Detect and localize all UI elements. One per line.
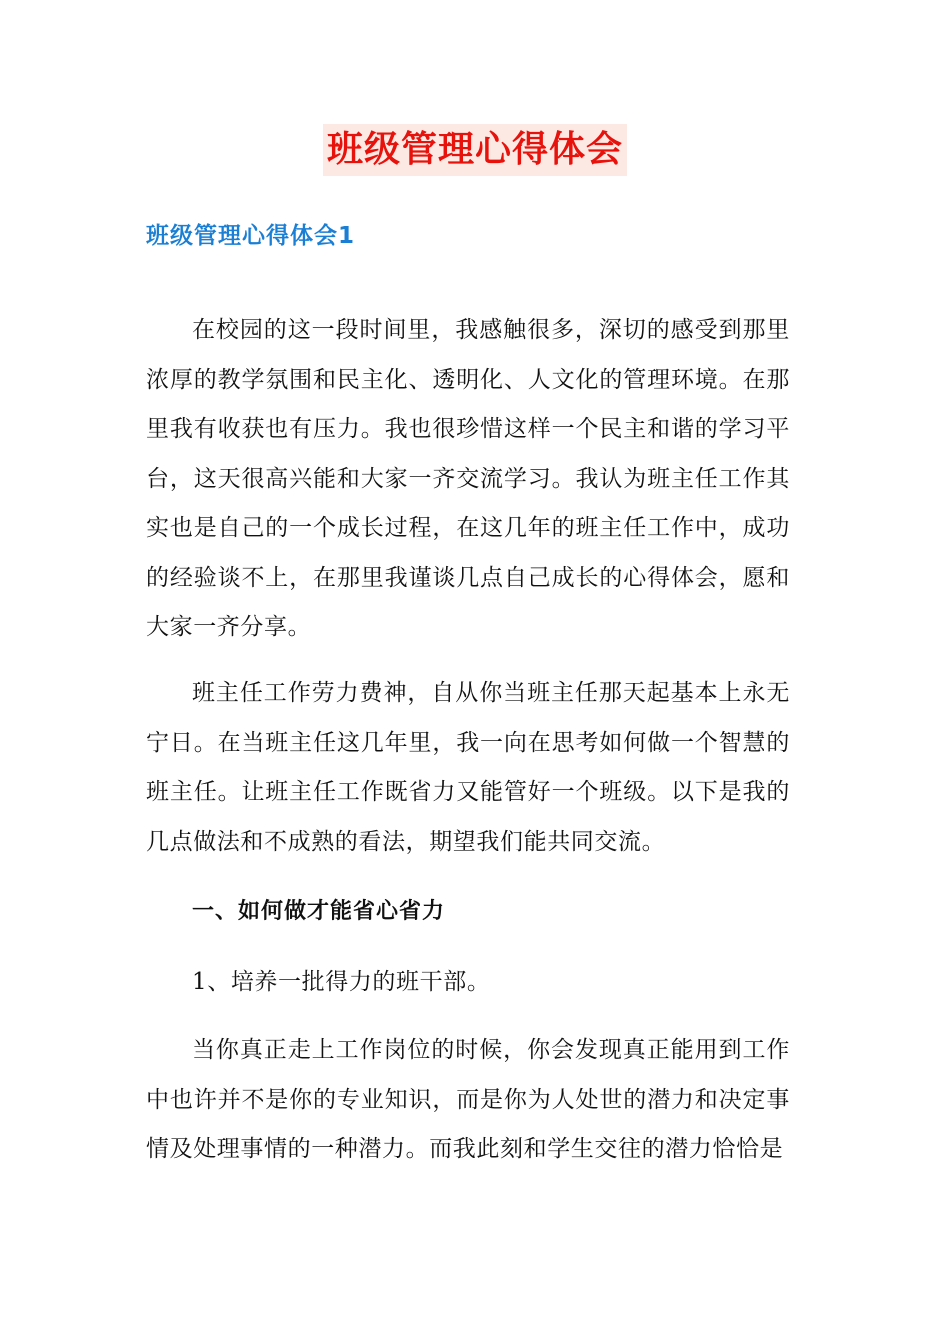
document-title: 班级管理心得体会	[323, 124, 627, 176]
list-item-1: 1、培养一批得力的班干部。	[192, 969, 491, 995]
subheading: 一、如何做才能省心省力	[192, 899, 446, 924]
paragraph-3: 当你真正走上工作岗位的时候，你会发现真正能用到工作中也许并不是你的专业知识，而是你为人处世的潜力和决定事情及处理事情的一种潜力。而我此刻和学生交往的潜力恰恰是	[146, 1037, 790, 1162]
paragraph-2: 班主任工作劳力费神，自从你当班主任那天起基本上永无宁日。在当班主任这几年里，我一向在思考如何做一个智慧的班主任。让班主任工作既省力又能管好一个班级。以下是我的几点做法和不成熟的看法，期望我们能共同交流。	[146, 680, 790, 855]
paragraph-1: 在校园的这一段时间里，我感触很多，深切的感受到那里浓厚的教学氛围和民主化、透明化、人文化的管理环境。在那里我有收获也有压力。我也很珍惜这样一个民主和谐的学习平台，这天很高兴能和大家一齐交流学习。我认为班主任工作其实也是自己的一个成长过程，在这几年的班主任工作中，成功的经验谈不上，在那里我谨谈几点自己成长的心得体会，愿和大家一齐分享。	[146, 317, 790, 640]
section-heading: 班级管理心得体会1	[146, 223, 356, 249]
title-container	[0, 124, 950, 176]
